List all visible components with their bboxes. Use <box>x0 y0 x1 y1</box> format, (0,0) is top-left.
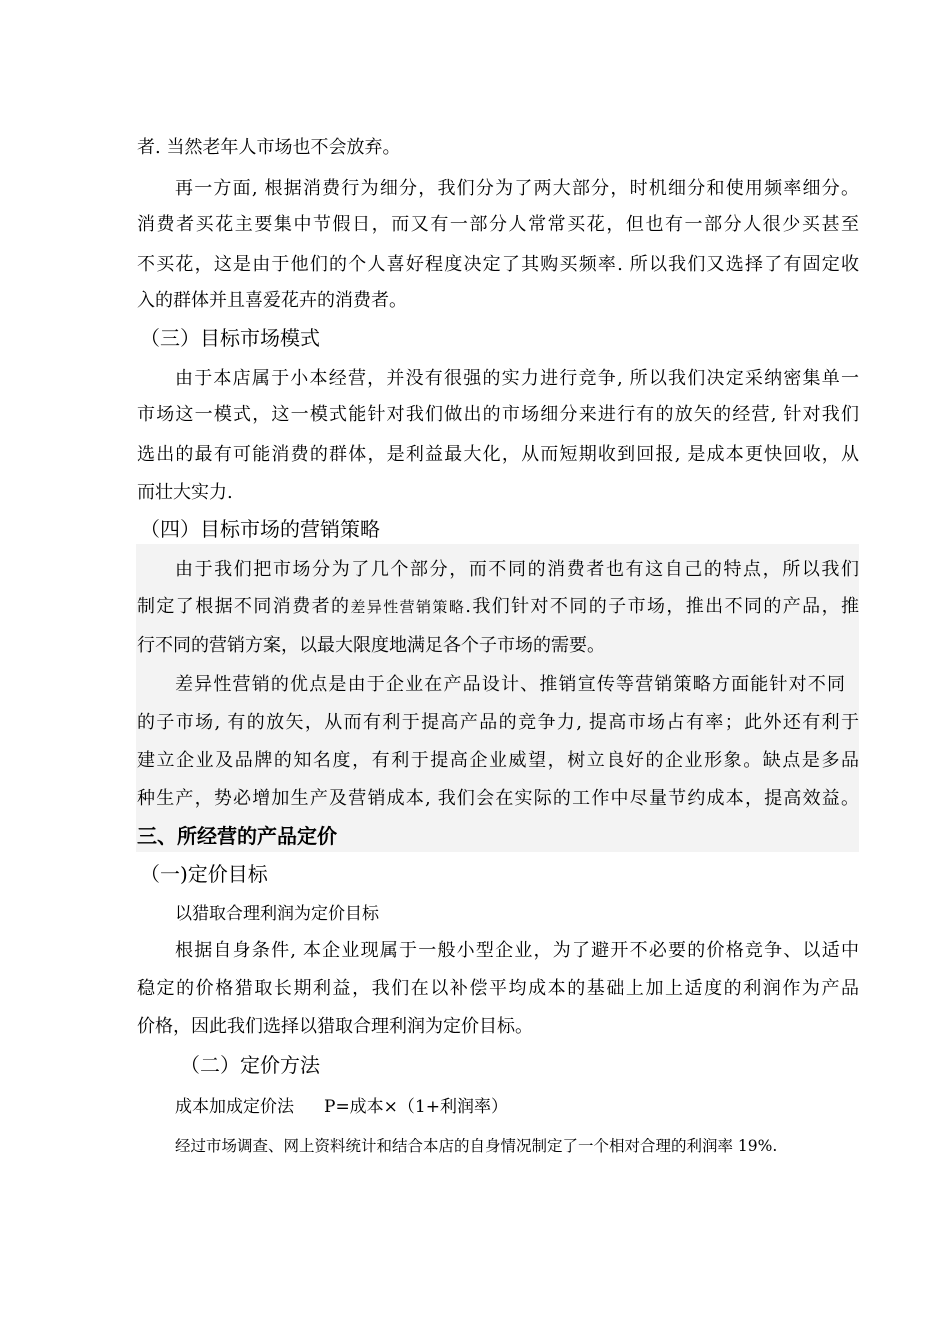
paragraph-text: 制定了根据不同消费者的 <box>137 596 351 617</box>
paragraph-line: 以猎取合理利润为定价目标 <box>175 904 379 924</box>
method-formula: P=成本×（1+利润率） <box>324 1097 508 1117</box>
section-heading: （二）定价方法 <box>180 1053 320 1077</box>
section-heading: （四）目标市场的营销策略 <box>140 517 380 541</box>
paragraph-line <box>175 1094 897 1120</box>
paragraph-line: 根据自身条件, 本企业现属于一般小型企业，为了避开不必要的价格竞争、以适中 <box>175 940 859 961</box>
paragraph-line: 差异性营销的优点是由于企业在产品设计、推销宣传等营销策略方面能针对不同 <box>175 674 845 695</box>
paragraph-line: 价格，因此我们选择以猎取合理利润为定价目标。 <box>137 1016 533 1037</box>
paragraph-line: 由于本店属于小本经营，并没有很强的实力进行竞争, 所以我们决定采纳密集单一 <box>175 368 859 389</box>
paragraph-line: 选出的最有可能消费的群体，是利益最大化，从而短期收到回报, 是成本更快回收，从 <box>137 444 859 465</box>
section-heading: （一)定价目标 <box>140 862 268 886</box>
paragraph-line: 稳定的价格猎取长期利益，我们在以补偿平均成本的基础上加上适度的利润作为产品 <box>137 978 859 999</box>
paragraph-line: 种生产，势必增加生产及营销成本, 我们会在实际的工作中尽量节约成本，提高效益。 <box>137 788 859 809</box>
paragraph-line: 不买花，这是由于他们的个人喜好程度决定了其购买频率. 所以我们又选择了有固定收 <box>137 254 859 275</box>
paragraph-line: 行不同的营销方案，以最大限度地满足各个子市场的需要。 <box>137 635 605 656</box>
paragraph-line: 再一方面, 根据消费行为细分，我们分为了两大部分，时机细分和使用频率细分。 <box>175 178 859 199</box>
paragraph-line: 消费者买花主要集中节假日，而又有一部分人常常买花，但也有一部分人很少买甚至 <box>137 214 859 235</box>
paragraph-line: 经过市场调查、网上资料统计和结合本店的自身情况制定了一个相对合理的利润率 19%. <box>175 1137 778 1155</box>
paragraph-line: 而壮大实力. <box>137 482 233 503</box>
chapter-heading: 三、所经营的产品定价 <box>137 824 337 848</box>
paragraph-line: 者. 当然老年人市场也不会放弃。 <box>137 137 401 158</box>
paragraph-text: .我们针对不同的子市场，推出不同的产品，推 <box>465 596 859 617</box>
paragraph-line: 市场这一模式，这一模式能针对我们做出的市场细分来进行有的放矢的经营, 针对我们 <box>137 404 859 425</box>
method-name: 成本加成定价法 <box>175 1097 294 1117</box>
section-heading: （三）目标市场模式 <box>140 326 320 350</box>
paragraph-text: 差异性营销策略 <box>350 598 466 616</box>
paragraph-line: 的子市场, 有的放矢，从而有利于提高产品的竞争力, 提高市场占有率；此外还有利于 <box>137 712 859 733</box>
paragraph-line <box>137 594 859 620</box>
paragraph-line: 建立企业及品牌的知名度，有利于提高企业威望，树立良好的企业形象。缺点是多品 <box>137 750 859 771</box>
paragraph-line: 由于我们把市场分为了几个部分，而不同的消费者也有这自己的特点，所以我们 <box>175 559 859 580</box>
paragraph-line: 入的群体并且喜爱花卉的消费者。 <box>137 290 407 311</box>
